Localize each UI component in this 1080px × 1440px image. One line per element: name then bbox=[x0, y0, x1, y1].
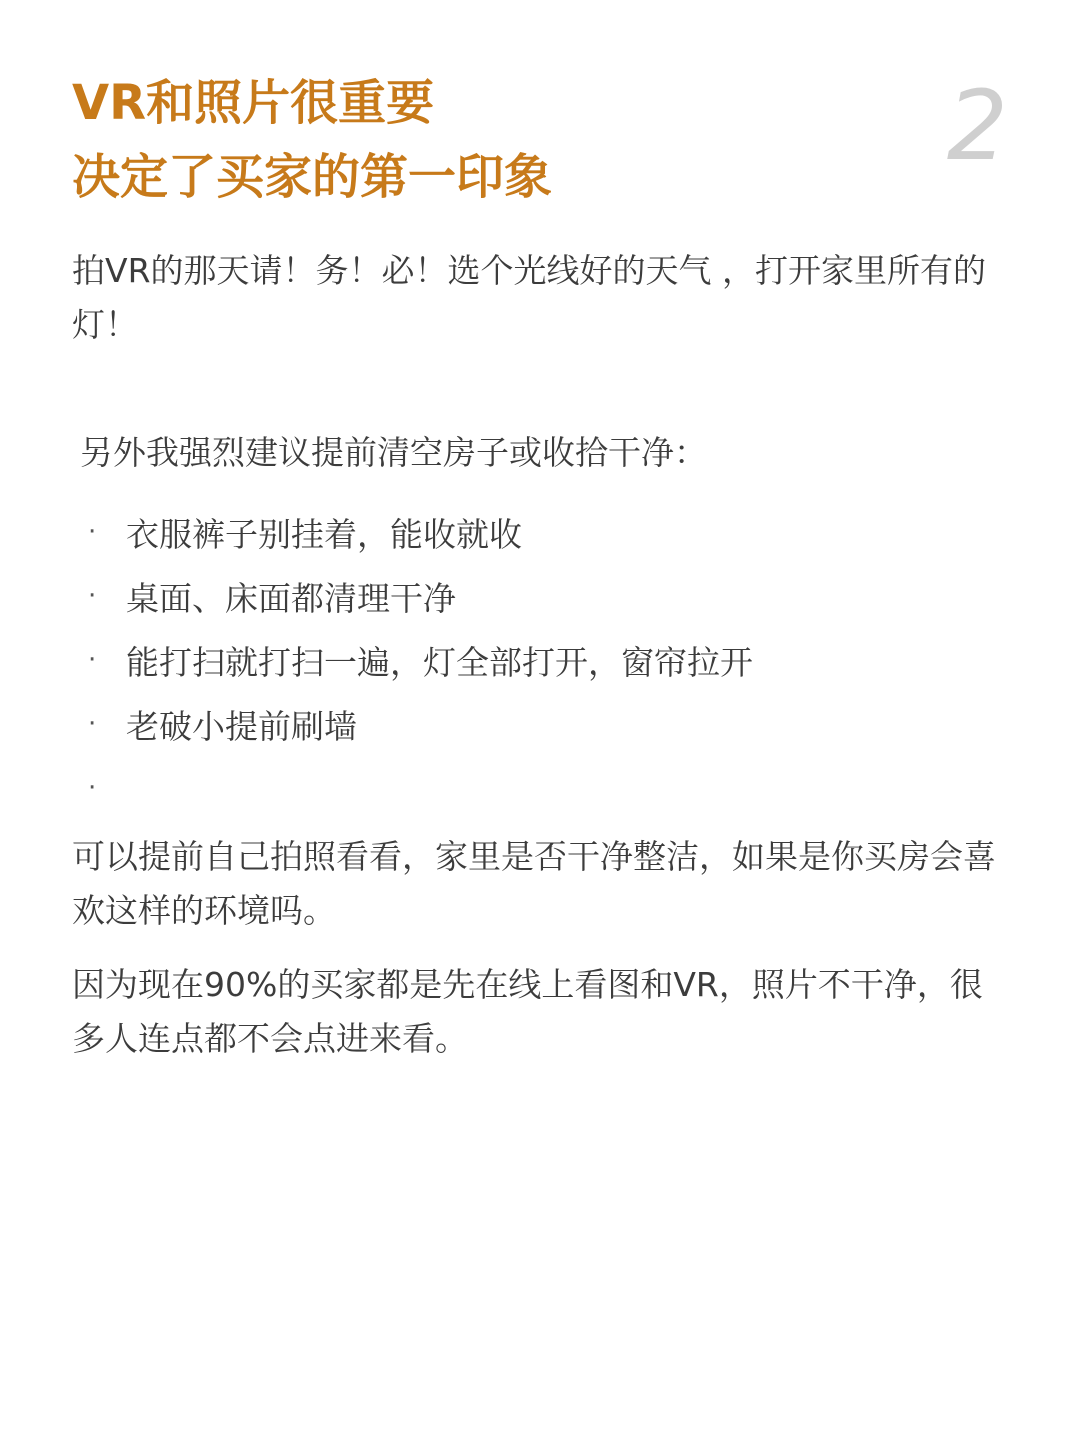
list-item-text: 桌面、床面都清理干净 bbox=[126, 578, 456, 618]
reason-paragraph: 因为现在90%的买家都是先在线上看图和VR，照片不干净，很多人连点都不会点进来看。 bbox=[72, 965, 983, 1058]
bullet-dot: · bbox=[88, 645, 97, 675]
bullet-dot: · bbox=[88, 709, 97, 739]
title-line-1: VR和照片很重要 bbox=[72, 75, 435, 131]
list-item bbox=[88, 756, 988, 820]
list-item bbox=[88, 692, 988, 756]
self-check-paragraph: 可以提前自己拍照看看，家里是否干净整洁，如果是你买房会喜欢这样的环境吗。 bbox=[72, 837, 996, 930]
list-item bbox=[88, 628, 988, 692]
advice-paragraph: 另外我强烈建议提前清空房子或收拾干净： bbox=[80, 433, 707, 472]
list-item-text: 能打扫就打扫一遍，灯全部打开，窗帘拉开 bbox=[126, 642, 753, 682]
intro-paragraph: 拍VR的那天请！务！必！选个光线好的天气 ，打开家里所有的灯！ bbox=[72, 251, 986, 344]
tips-list bbox=[88, 500, 988, 820]
list-item-text: 衣服裤子别挂着，能收就收 bbox=[126, 514, 522, 554]
bullet-dot: · bbox=[88, 773, 97, 803]
list-item bbox=[88, 564, 988, 628]
title-line-2: 决定了买家的第一印象 bbox=[72, 149, 553, 205]
page-number: 2 bbox=[946, 70, 1008, 182]
list-item bbox=[88, 500, 988, 564]
list-item-text: 老破小提前刷墙 bbox=[126, 706, 357, 746]
title-block bbox=[72, 66, 912, 214]
bullet-dot: · bbox=[88, 581, 97, 611]
bullet-dot: · bbox=[88, 517, 97, 547]
